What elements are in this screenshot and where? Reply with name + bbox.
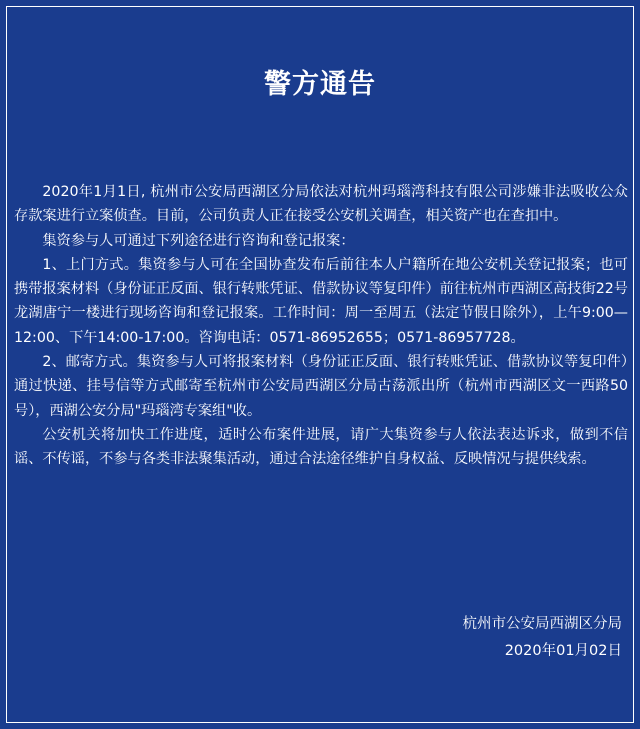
paragraph-closing-statement: 公安机关将加快工作进度，适时公布案件进展，请广大集资参与人依法表达诉求，做到不信谣、不传谣，不参与各类非法聚集活动，通过合法途径维护自身权益、反映情况与提供线索。 [14, 426, 628, 468]
paragraph-mail-method: 2、邮寄方式。集资参与人可将报案材料（身份证正反面、银行转账凭证、借款协议等复印件）通过快递、挂号信等方式邮寄至杭州市公安局西湖区分局古荡派出所（杭州市西湖区文一西路50号），西湖公安分局"玛瑙湾专案组"收。 [14, 354, 628, 419]
paragraph-in-person-method: 1、上门方式。集资参与人可在全国协查发布后前往本人户籍所在地公安机关登记报案；也可携带报案材料（身份证正反面、银行转账凭证、借款协议等复印件）前往杭州市西湖区高技街22号龙湖唐宁一楼进行现场咨询和登记报案。工作时间：周一至周五（法定节假日除外），上午9:00—12:00、下午14:00-17:00。咨询电话：0571-86952655；0571-86957728。 [14, 256, 628, 346]
issuer-name: 杭州市公安局西湖区分局 [462, 616, 622, 632]
issue-date: 2020年01月02日 [504, 643, 622, 659]
notice-signature [463, 611, 623, 665]
paragraph-case-announcement: 2020年1月1日, 杭州市公安局西湖区分局依法对杭州玛瑙湾科技有限公司涉嫌非法吸收公众存款案进行立案侦查。目前，公司负责人正在接受公安机关调查，相关资产也在查扣中。 [14, 184, 628, 225]
notice-body [14, 180, 628, 472]
notice-title: 警方通告 [264, 69, 376, 100]
paragraph-report-intro: 集资参与人可通过下列途径进行咨询和登记报案： [42, 232, 355, 249]
